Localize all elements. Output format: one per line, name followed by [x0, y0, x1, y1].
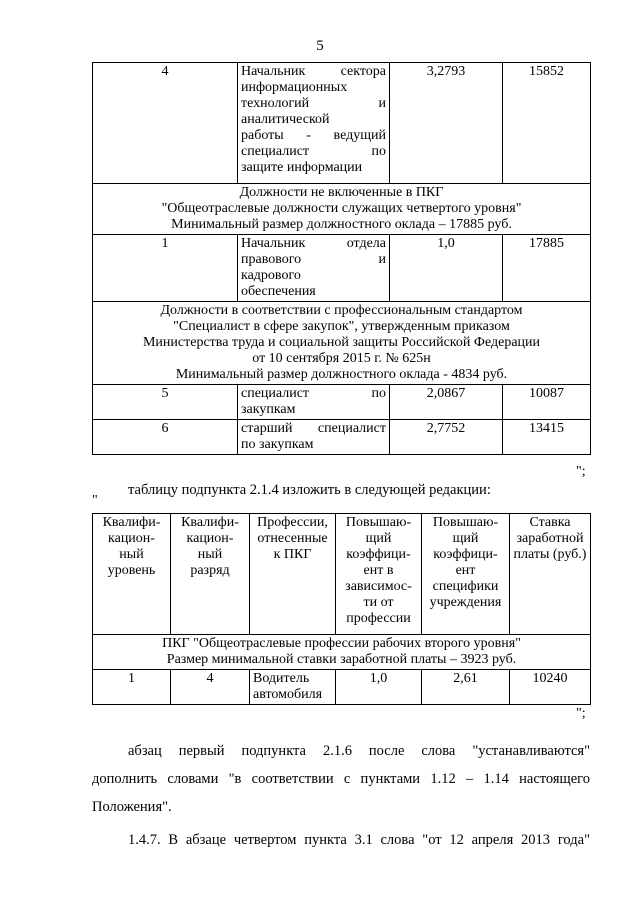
salary: 15852	[503, 63, 591, 184]
header-line: Ставка	[529, 515, 571, 530]
coefficient: 2,7752	[390, 420, 503, 455]
paragraph-line	[92, 765, 590, 793]
header-line: ти от	[363, 595, 394, 610]
profession-line: Водитель	[253, 671, 310, 686]
header-line: Повышаю-	[432, 515, 499, 530]
position-name	[238, 420, 390, 455]
paragraph-text: абзац первый подпункта 2.1.6 после слова "устанавливаются"	[128, 743, 590, 759]
paragraph-line	[128, 737, 590, 765]
profession-line: автомобиля	[253, 687, 323, 702]
header-line: Должности в соответствии с профессиональным стандартом	[160, 303, 523, 318]
header-line: ный	[119, 547, 144, 562]
position-line: аналитической	[241, 112, 330, 127]
profession-name	[250, 670, 336, 705]
salary: 17885	[503, 235, 591, 302]
coefficient: 2,0867	[390, 385, 503, 420]
row-number: 1	[93, 235, 238, 302]
header-line: Профессии,	[257, 515, 328, 530]
page-number: 5	[316, 38, 324, 54]
header-line: ный	[197, 547, 223, 562]
header-profession-coef	[336, 514, 422, 635]
header-line: платы (руб.)	[513, 547, 587, 562]
header-line: Минимальный размер должностного оклада – 17885 руб.	[171, 217, 512, 232]
header-line: ент в	[363, 563, 394, 578]
wage-rate: 10240	[510, 670, 591, 705]
position-line: правового и	[241, 252, 386, 267]
position-line: специалист по	[241, 386, 386, 401]
header-line: Размер минимальной ставки заработной платы – 3923 руб.	[166, 652, 517, 667]
header-line: "Специалист в сфере закупок", утвержденным приказом	[173, 319, 510, 334]
header-line: профессии	[346, 611, 411, 626]
group-header	[93, 635, 591, 670]
position-line: Начальник отдела	[241, 236, 386, 251]
header-line: Минимальный размер должностного оклада - 4834 руб.	[175, 367, 508, 382]
header-line: зависимос-	[345, 579, 412, 594]
table-row	[93, 63, 591, 184]
intro-text: таблицу подпункта 2.1.4 изложить в следующей редакции:	[128, 482, 491, 498]
header-qual-grade	[171, 514, 250, 635]
table-row	[93, 420, 591, 455]
paragraph-text: дополнить словами "в соответствии с пунктами 1.12 – 1.14 настоящего	[92, 771, 590, 787]
header-line: учреждения	[429, 595, 502, 610]
header-qual-level	[93, 514, 171, 635]
group-header	[93, 184, 591, 235]
header-institution-coef	[422, 514, 510, 635]
position-line: информационных	[241, 80, 348, 95]
position-line: кадрового	[241, 268, 301, 283]
header-line: "Общеотраслевые должности служащих четвертого уровня"	[161, 201, 522, 216]
header-line: щий	[365, 531, 392, 546]
group-header	[93, 302, 591, 385]
table-header-row	[93, 514, 591, 635]
coefficient: 3,2793	[390, 63, 503, 184]
header-line: уровень	[107, 563, 156, 578]
qual-level: 1	[93, 670, 171, 705]
group-header-row	[93, 184, 591, 235]
opening-quote: "	[92, 493, 98, 508]
position-name	[238, 235, 390, 302]
header-professions	[250, 514, 336, 635]
profession-coef: 1,0	[336, 670, 422, 705]
header-line: Квалифи-	[102, 515, 161, 530]
position-line: обеспечения	[241, 284, 316, 299]
position-line: Начальник сектора	[241, 64, 386, 79]
row-number: 4	[93, 63, 238, 184]
header-line: Министерства труда и социальной защиты Российской Федерации	[142, 335, 541, 350]
institution-coef: 2,61	[422, 670, 510, 705]
header-line: специфики	[432, 579, 499, 594]
group-header-row	[93, 302, 591, 385]
header-line: Квалифи-	[181, 515, 239, 530]
header-line: коэффици-	[346, 547, 411, 562]
row-number: 6	[93, 420, 238, 455]
coefficient: 1,0	[390, 235, 503, 302]
position-line: технологий и	[241, 96, 386, 111]
header-line: отнесенные	[257, 531, 328, 546]
header-line: коэффици-	[433, 547, 498, 562]
position-line: закупкам	[241, 402, 296, 417]
position-line: работы - ведущий	[241, 128, 386, 143]
header-line: к ПКГ	[273, 547, 312, 562]
salary: 13415	[503, 420, 591, 455]
position-name	[238, 63, 390, 184]
qual-grade: 4	[171, 670, 250, 705]
rates-table	[92, 513, 591, 705]
table-row	[93, 670, 591, 705]
row-number: 5	[93, 385, 238, 420]
position-line: защите информации	[241, 160, 363, 175]
header-line: ПКГ "Общеотраслевые профессии рабочих второго уровня"	[162, 636, 521, 651]
position-line: старший специалист	[241, 421, 386, 436]
position-line: по закупкам	[241, 437, 314, 452]
header-line: щий	[452, 531, 479, 546]
header-line: кацион-	[108, 531, 155, 546]
position-name	[238, 385, 390, 420]
group-header-row	[93, 635, 591, 670]
paragraph-text: 1.4.7. В абзаце четвертом пункта 3.1 слова "от 12 апреля 2013 года"	[128, 832, 590, 848]
header-wage-rate	[510, 514, 591, 635]
paragraph-line	[128, 826, 590, 854]
table-row	[93, 235, 591, 302]
positions-table	[92, 62, 591, 455]
paragraph-line: Положения".	[92, 799, 172, 815]
header-line: разряд	[190, 563, 230, 578]
header-line: заработной	[516, 531, 584, 546]
salary: 10087	[503, 385, 591, 420]
header-line: от 10 сентября 2015 г. № 625н	[252, 351, 431, 366]
header-line: кацион-	[186, 531, 234, 546]
closing-quote: ";	[576, 706, 586, 721]
header-line: Должности не включенные в ПКГ	[239, 185, 444, 200]
header-line: ент	[455, 563, 476, 578]
table-row	[93, 385, 591, 420]
closing-quote: ";	[576, 464, 586, 479]
header-line: Повышаю-	[345, 515, 412, 530]
position-line: специалист по	[241, 144, 386, 159]
